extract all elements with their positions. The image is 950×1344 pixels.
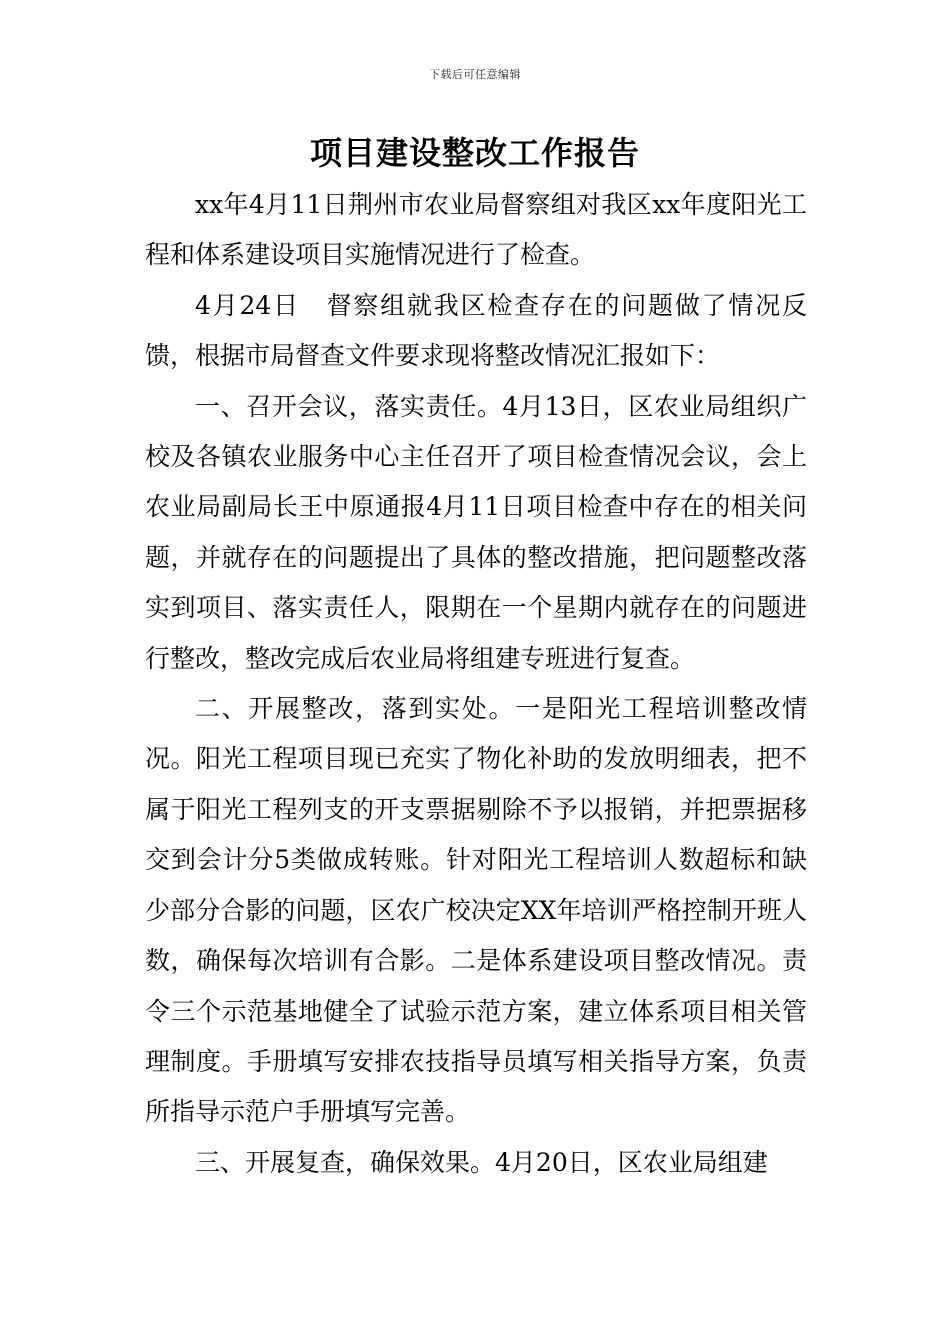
paragraph-intro: xx年4月11日荆州市农业局督察组对我区xx年度阳光工程和体系建设项目实施情况进行了检查。 — [145, 190, 807, 270]
paragraph-meeting: 一、召开会议，落实责任。4月13日，区农业局组织广校及各镇农业服务中心主任召开了项目检查情况会议，会上农业局副局长王中原通报4月11日项目检查中存在的相关问题，并就存在的问题提出了具体的整改措施，把问题整改落实到项目、落实责任人，限期在一个星期内就存在的问题进行整改，整改完成后农业局将组建专班进行复查。 — [145, 391, 807, 673]
header-note: 下载后可任意编辑 — [429, 68, 521, 81]
document-body — [145, 180, 807, 1188]
paragraph-rectification: 二、开展整改，落到实处。一是阳光工程培训整改情况。阳光工程项目现已充实了物化补助的发放明细表，把不属于阳光工程列支的开支票据剔除不予以报销，并把票据移交到会计分5类做成转账。针对阳光工程培训人数超标和缺少部分合影的问题，区农广校决定XX年培训严格控制开班人数，确保每次培训有合影。二是体系建设项目整改情况。责令三个示范基地健全了试验示范方案，建立体系项目相关管理制度。手册填写安排农技指导员填写相关指导方案，负责所指导示范户手册填写完善。 — [145, 694, 807, 1127]
paragraph-feedback: 4月24日 督察组就我区检查存在的问题做了情况反馈，根据市局督查文件要求现将整改情况汇报如下： — [145, 290, 807, 371]
paragraph-review: 三、开展复查，确保效果。4月20日，区农业局组建 — [195, 1147, 768, 1177]
document-title: 项目建设整改工作报告 — [309, 134, 640, 172]
